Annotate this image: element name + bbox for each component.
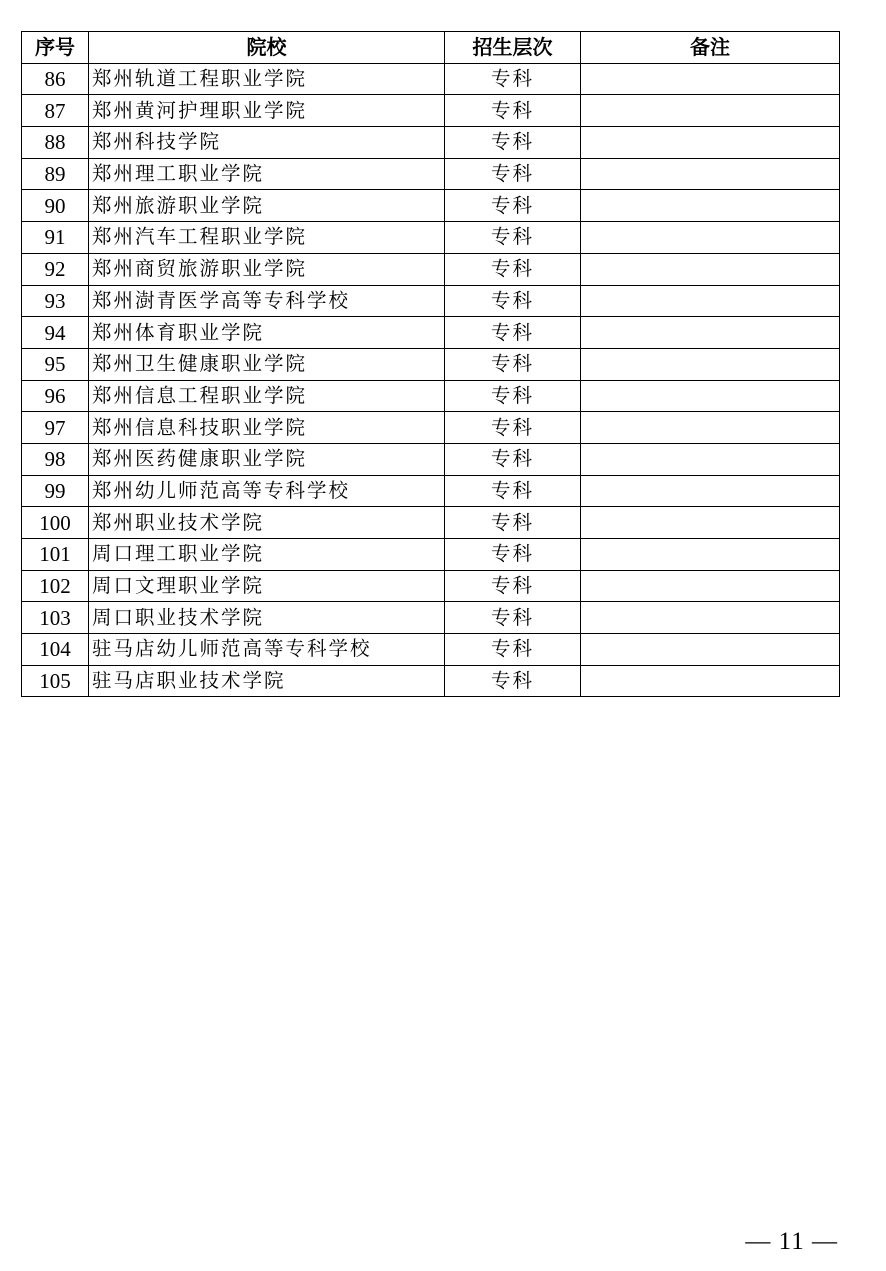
cell-index: 94: [22, 317, 89, 349]
cell-school: 郑州卫生健康职业学院: [89, 348, 445, 380]
cell-index: 105: [22, 665, 89, 697]
header-note: 备注: [581, 32, 840, 64]
table-row: [22, 507, 840, 539]
cell-index: 93: [22, 285, 89, 317]
table-header-row: [22, 32, 840, 64]
cell-note: [581, 634, 840, 666]
cell-school: 郑州体育职业学院: [89, 317, 445, 349]
cell-school: 周口职业技术学院: [89, 602, 445, 634]
cell-note: [581, 127, 840, 159]
cell-note: [581, 539, 840, 571]
cell-school: 周口理工职业学院: [89, 539, 445, 571]
table-row: [22, 190, 840, 222]
cell-level: 专科: [445, 63, 581, 95]
table-row: [22, 475, 840, 507]
cell-school: 郑州科技学院: [89, 127, 445, 159]
table-row: [22, 602, 840, 634]
cell-level: 专科: [445, 539, 581, 571]
cell-note: [581, 570, 840, 602]
cell-school: 郑州汽车工程职业学院: [89, 222, 445, 254]
cell-note: [581, 602, 840, 634]
cell-index: 96: [22, 380, 89, 412]
cell-note: [581, 190, 840, 222]
cell-level: 专科: [445, 443, 581, 475]
table-row: [22, 665, 840, 697]
table-row: [22, 317, 840, 349]
cell-index: 95: [22, 348, 89, 380]
table-row: [22, 95, 840, 127]
cell-level: 专科: [445, 158, 581, 190]
cell-level: 专科: [445, 412, 581, 444]
table-row: [22, 285, 840, 317]
header-school: 院校: [89, 32, 445, 64]
cell-note: [581, 317, 840, 349]
cell-level: 专科: [445, 380, 581, 412]
table-row: [22, 570, 840, 602]
cell-index: 92: [22, 253, 89, 285]
cell-school: 周口文理职业学院: [89, 570, 445, 602]
table-row: [22, 412, 840, 444]
header-level: 招生层次: [445, 32, 581, 64]
cell-index: 99: [22, 475, 89, 507]
cell-note: [581, 412, 840, 444]
cell-school: 郑州医药健康职业学院: [89, 443, 445, 475]
cell-school: 驻马店职业技术学院: [89, 665, 445, 697]
cell-index: 87: [22, 95, 89, 127]
cell-index: 102: [22, 570, 89, 602]
cell-note: [581, 253, 840, 285]
table-row: [22, 634, 840, 666]
cell-school: 郑州黄河护理职业学院: [89, 95, 445, 127]
cell-index: 97: [22, 412, 89, 444]
cell-note: [581, 443, 840, 475]
cell-note: [581, 95, 840, 127]
table-row: [22, 253, 840, 285]
page-number: — 11 —: [745, 1228, 838, 1255]
cell-level: 专科: [445, 222, 581, 254]
table-body: [22, 63, 840, 697]
cell-index: 91: [22, 222, 89, 254]
cell-note: [581, 507, 840, 539]
cell-level: 专科: [445, 317, 581, 349]
table-row: [22, 127, 840, 159]
cell-note: [581, 665, 840, 697]
table-row: [22, 348, 840, 380]
cell-school: 郑州信息工程职业学院: [89, 380, 445, 412]
cell-index: 90: [22, 190, 89, 222]
cell-index: 101: [22, 539, 89, 571]
cell-index: 100: [22, 507, 89, 539]
cell-index: 88: [22, 127, 89, 159]
table-row: [22, 539, 840, 571]
cell-level: 专科: [445, 348, 581, 380]
cell-index: 104: [22, 634, 89, 666]
table-row: [22, 380, 840, 412]
cell-level: 专科: [445, 602, 581, 634]
cell-note: [581, 285, 840, 317]
cell-index: 89: [22, 158, 89, 190]
cell-level: 专科: [445, 95, 581, 127]
cell-level: 专科: [445, 475, 581, 507]
cell-level: 专科: [445, 570, 581, 602]
cell-note: [581, 158, 840, 190]
cell-school: 郑州职业技术学院: [89, 507, 445, 539]
table-row: [22, 222, 840, 254]
cell-index: 98: [22, 443, 89, 475]
cell-school: 郑州幼儿师范高等专科学校: [89, 475, 445, 507]
cell-school: 郑州旅游职业学院: [89, 190, 445, 222]
cell-level: 专科: [445, 190, 581, 222]
table-row: [22, 158, 840, 190]
cell-level: 专科: [445, 285, 581, 317]
cell-note: [581, 380, 840, 412]
schools-table: [21, 31, 840, 697]
cell-school: 郑州理工职业学院: [89, 158, 445, 190]
cell-index: 103: [22, 602, 89, 634]
cell-note: [581, 222, 840, 254]
cell-note: [581, 63, 840, 95]
header-index: 序号: [22, 32, 89, 64]
cell-school: 郑州澍青医学高等专科学校: [89, 285, 445, 317]
cell-note: [581, 348, 840, 380]
cell-level: 专科: [445, 634, 581, 666]
cell-level: 专科: [445, 665, 581, 697]
cell-level: 专科: [445, 253, 581, 285]
cell-school: 郑州轨道工程职业学院: [89, 63, 445, 95]
cell-note: [581, 475, 840, 507]
cell-school: 郑州信息科技职业学院: [89, 412, 445, 444]
table-row: [22, 443, 840, 475]
table-row: [22, 63, 840, 95]
cell-school: 郑州商贸旅游职业学院: [89, 253, 445, 285]
cell-level: 专科: [445, 507, 581, 539]
cell-level: 专科: [445, 127, 581, 159]
cell-index: 86: [22, 63, 89, 95]
cell-school: 驻马店幼儿师范高等专科学校: [89, 634, 445, 666]
